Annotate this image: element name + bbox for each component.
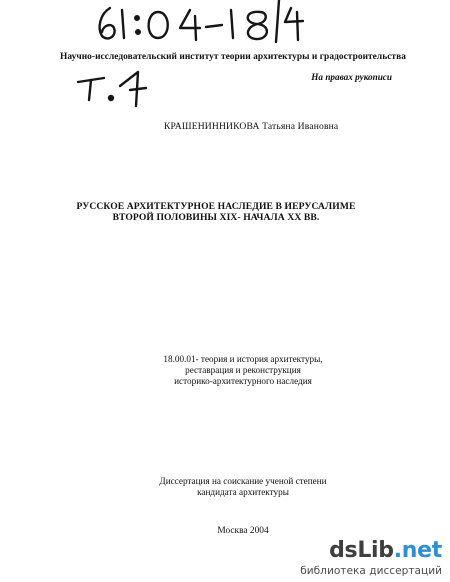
degree-line-2: кандидата архитектуры [197,487,289,497]
institute-name: Научно-исследовательский институт теории архитектуры и градостроительства [60,52,406,62]
degree-line-1: Диссертация на соискание ученой степени [159,476,327,486]
specialty-line-1: 18.00.01- теория и история архитектуры, [163,354,323,364]
manuscript-rights-note: На правах рукописи [311,72,392,82]
dslib-watermark[interactable] [300,538,448,580]
dissertation-title [40,201,392,223]
title-line-2: ВТОРОЙ ПОЛОВИНЫ XIX- НАЧАЛА XX ВВ. [112,212,320,223]
handwritten-shelf-code [92,0,304,44]
specialty-block [118,354,368,387]
specialty-line-3: историко-архитектурного наследия [174,376,312,386]
degree-block [118,476,368,498]
dslib-logo [329,538,442,563]
dslib-logo-accent: .net [393,538,442,563]
specialty-line-2: реставрация и реконструкция [185,365,301,375]
title-line-1: РУССКОЕ АРХИТЕКТУРНОЕ НАСЛЕДИЕ В ИЕРУСАЛИМЕ [76,201,356,212]
author-name: КРАШЕНИННИКОВА Татьяна Ивановна [164,121,339,132]
handwritten-volume-mark-drawing [74,64,156,108]
dslib-logo-main: dsLib [329,538,394,563]
dslib-subtitle: библиотека диссертаций [300,565,442,577]
handwritten-volume-mark [74,64,156,108]
city-year: Москва 2004 [217,526,269,536]
handwritten-shelf-code-drawing [92,0,304,44]
